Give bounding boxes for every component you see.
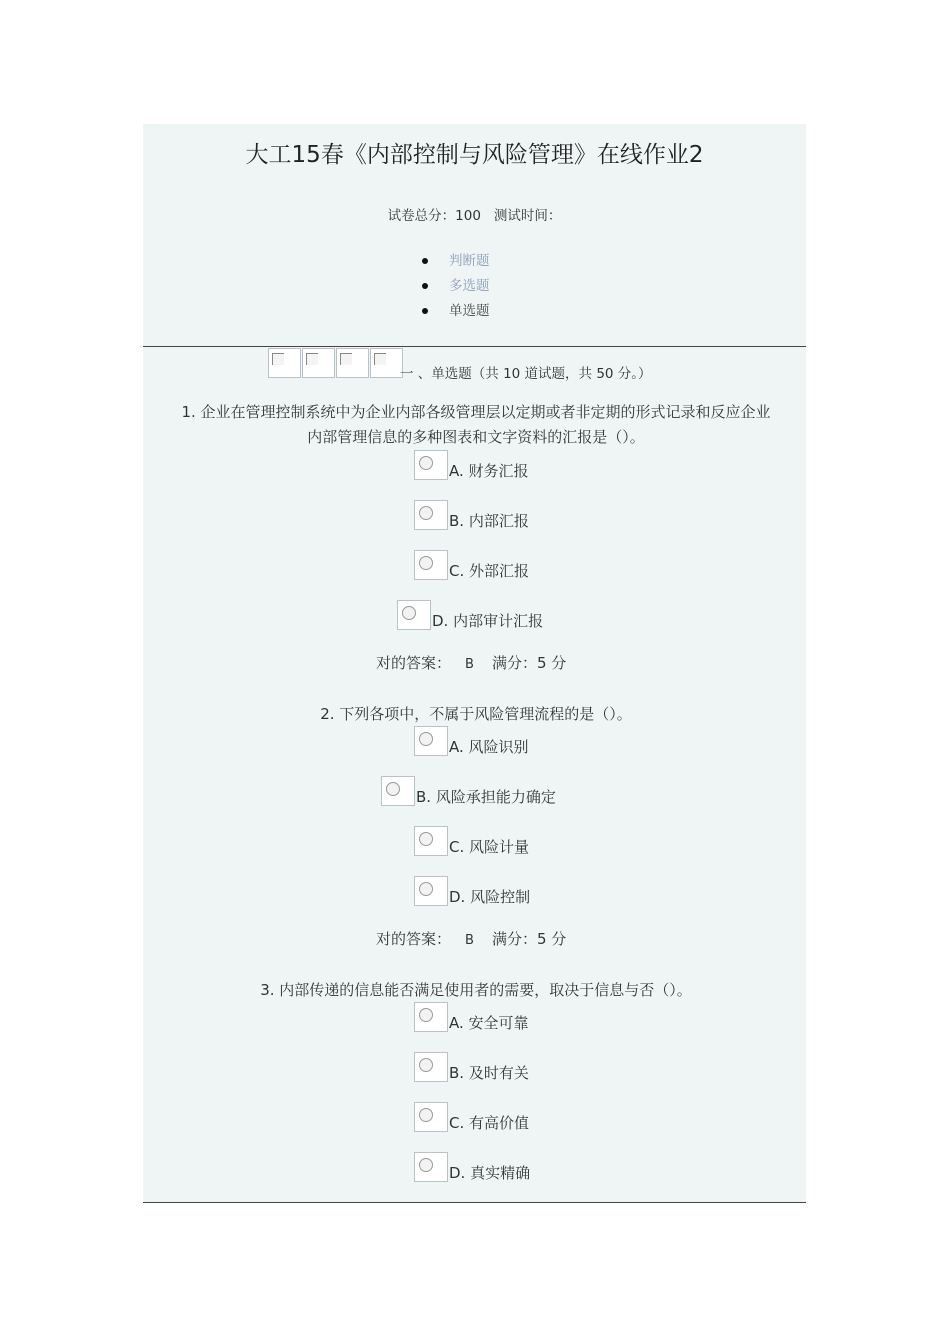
- radio-button[interactable]: [414, 876, 448, 906]
- correct-answer: B: [465, 657, 474, 672]
- option-label: D. 真实精确: [449, 1164, 531, 1182]
- question-1-option-c[interactable]: [414, 550, 529, 580]
- option-label: D. 内部审计汇报: [432, 612, 544, 630]
- section-checkbox-group: [268, 348, 404, 378]
- radio-button[interactable]: [414, 726, 448, 756]
- question-1-option-b[interactable]: [414, 500, 529, 530]
- question-1-option-d[interactable]: [397, 600, 543, 630]
- section-heading: 一 、单选题（共 10 道试题，共 50 分。）: [400, 366, 652, 382]
- radio-button[interactable]: [414, 1052, 448, 1082]
- question-3-option-a[interactable]: [414, 1002, 529, 1032]
- radio-button[interactable]: [414, 1002, 448, 1032]
- section-nav: [418, 250, 490, 325]
- question-number: 1.: [181, 403, 196, 421]
- option-label: B. 及时有关: [449, 1064, 529, 1082]
- question-1-text: 1. 企业在管理控制系统中为企业内部各级管理层以定期或者非定期的形式记录和反应企业 内部管理信息的多种图表和文字资料的汇报是（）。: [181, 403, 771, 446]
- score-value: 5 分: [536, 930, 567, 948]
- radio-button[interactable]: [414, 1152, 448, 1182]
- divider-bottom: [143, 1202, 806, 1203]
- question-3-option-d[interactable]: [414, 1152, 530, 1182]
- radio-button[interactable]: [414, 450, 448, 480]
- checkbox[interactable]: [268, 348, 301, 378]
- total-score-label: 试卷总分：: [387, 208, 456, 224]
- question-2-answer: 对的答案： B 满分：5 分: [376, 930, 567, 948]
- option-label: C. 外部汇报: [449, 562, 530, 580]
- question-2-option-d[interactable]: [414, 876, 530, 906]
- checkbox[interactable]: [302, 348, 335, 378]
- score-value: 5 分: [536, 654, 567, 672]
- option-label: B. 风险承担能力确定: [416, 788, 556, 806]
- nav-item-single-choice: 单选题: [418, 300, 490, 325]
- checkbox[interactable]: [370, 348, 403, 378]
- question-3-option-b[interactable]: [414, 1052, 529, 1082]
- exam-meta: [143, 204, 806, 224]
- question-2-option-a[interactable]: [414, 726, 529, 756]
- option-label: A. 财务汇报: [449, 462, 529, 480]
- option-label: C. 有高价值: [449, 1114, 530, 1132]
- total-score-value: 100: [455, 208, 481, 224]
- divider-top: [143, 346, 806, 347]
- correct-answer: B: [465, 933, 474, 948]
- option-label: D. 风险控制: [449, 888, 531, 906]
- option-label: A. 风险识别: [449, 738, 529, 756]
- nav-item-true-false[interactable]: 判断题: [418, 250, 490, 275]
- question-2-option-c[interactable]: [414, 826, 529, 856]
- radio-button[interactable]: [414, 500, 448, 530]
- option-label: A. 安全可靠: [449, 1014, 529, 1032]
- question-1-option-a[interactable]: [414, 450, 529, 480]
- nav-item-multiple-choice[interactable]: 多选题: [418, 275, 490, 300]
- question-number: 3.: [260, 981, 275, 999]
- radio-button[interactable]: [381, 776, 415, 806]
- radio-button[interactable]: [414, 550, 448, 580]
- question-3-text: 3. 内部传递的信息能否满足使用者的需要，取决于信息与否（）。: [260, 981, 692, 999]
- question-number: 2.: [320, 705, 335, 723]
- question-2-text: 2. 下列各项中，不属于风险管理流程的是（）。: [320, 705, 632, 723]
- question-3-option-c[interactable]: [414, 1102, 529, 1132]
- question-2-option-b[interactable]: [381, 776, 556, 806]
- radio-button[interactable]: [414, 1102, 448, 1132]
- checkbox[interactable]: [336, 348, 369, 378]
- test-time-label: 测试时间：: [493, 208, 562, 224]
- option-label: C. 风险计量: [449, 838, 530, 856]
- radio-button[interactable]: [397, 600, 431, 630]
- option-label: B. 内部汇报: [449, 512, 529, 530]
- question-1-answer: 对的答案： B 满分：5 分: [376, 654, 567, 672]
- page-title: 大工15春《内部控制与风险管理》在线作业2: [245, 142, 704, 168]
- radio-button[interactable]: [414, 826, 448, 856]
